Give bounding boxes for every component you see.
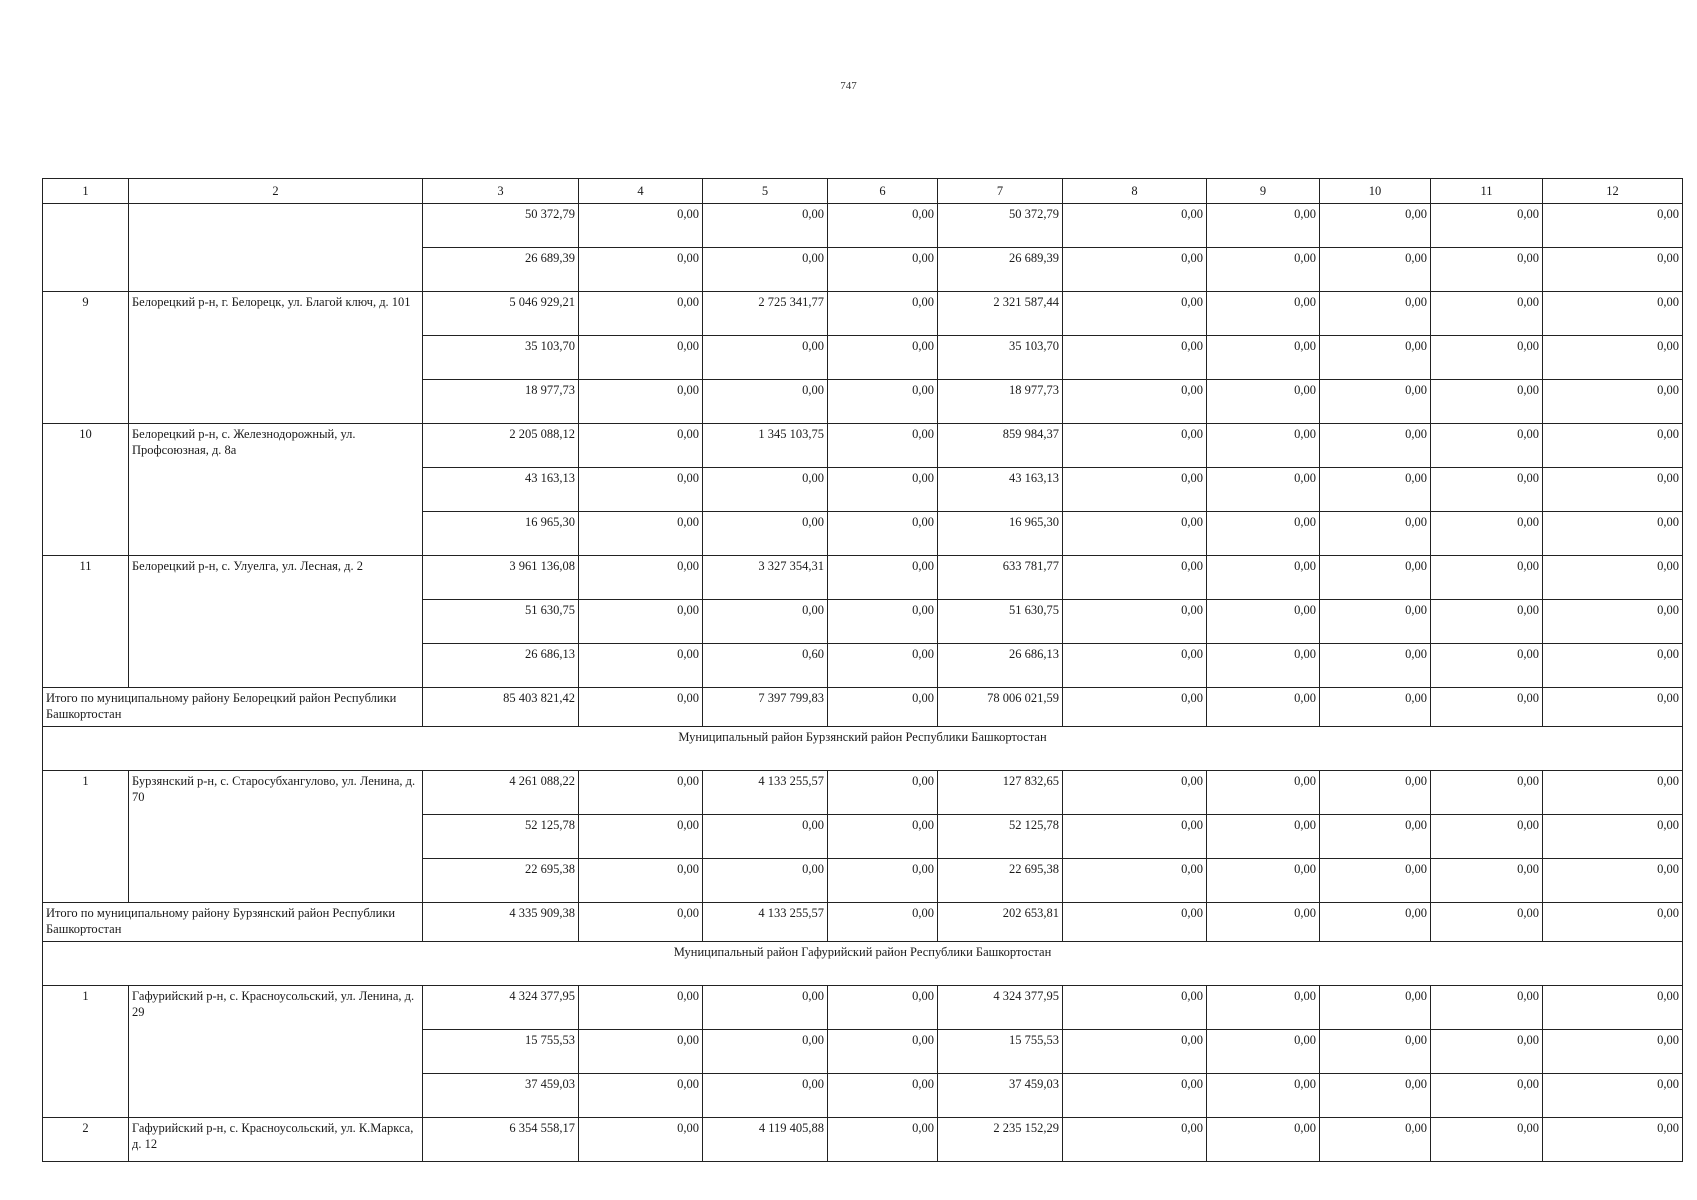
value-cell: 0,00	[1543, 903, 1683, 942]
value-cell: 0,00	[1207, 204, 1320, 248]
value-cell: 0,00	[1431, 380, 1543, 424]
value-cell: 0,00	[703, 1074, 828, 1118]
value-cell: 0,00	[1063, 859, 1207, 903]
value-cell: 0,00	[828, 336, 938, 380]
value-cell: 0,00	[1063, 771, 1207, 815]
value-cell: 0,00	[1320, 556, 1431, 600]
value-cell: 0,00	[828, 248, 938, 292]
value-cell: 0,00	[1320, 986, 1431, 1030]
header-cell: 12	[1543, 179, 1683, 204]
row-number: 10	[43, 424, 129, 556]
value-cell: 0,00	[1320, 248, 1431, 292]
value-cell: 0,00	[703, 468, 828, 512]
value-cell: 2 205 088,12	[423, 424, 579, 468]
value-cell: 4 261 088,22	[423, 771, 579, 815]
value-cell: 0,00	[1207, 859, 1320, 903]
value-cell: 0,00	[1431, 424, 1543, 468]
header-cell: 2	[129, 179, 423, 204]
address: Гафурийский р-н, с. Красноусольский, ул. Ленина, д. 29	[129, 986, 423, 1118]
value-cell: 0,00	[828, 512, 938, 556]
value-cell: 0,00	[1207, 292, 1320, 336]
value-cell: 16 965,30	[423, 512, 579, 556]
value-cell: 26 689,39	[423, 248, 579, 292]
address: Гафурийский р-н, с. Красноусольский, ул. К.Маркса, д. 12	[129, 1118, 423, 1162]
value-cell: 0,00	[1063, 204, 1207, 248]
value-cell: 2 725 341,77	[703, 292, 828, 336]
value-cell: 0,00	[1320, 380, 1431, 424]
value-cell: 4 335 909,38	[423, 903, 579, 942]
value-cell: 0,00	[579, 468, 703, 512]
value-cell: 1 345 103,75	[703, 424, 828, 468]
value-cell: 0,00	[579, 903, 703, 942]
row-number-cell	[43, 204, 129, 292]
value-cell: 0,00	[1320, 424, 1431, 468]
value-cell: 0,00	[1543, 1074, 1683, 1118]
value-cell: 0,00	[1431, 292, 1543, 336]
value-cell: 0,00	[1320, 859, 1431, 903]
value-cell: 0,00	[828, 986, 938, 1030]
value-cell: 0,00	[1320, 644, 1431, 688]
value-cell: 37 459,03	[423, 1074, 579, 1118]
value-cell: 0,00	[1320, 204, 1431, 248]
value-cell: 52 125,78	[938, 815, 1063, 859]
row-number: 9	[43, 292, 129, 424]
value-cell: 0,00	[1063, 903, 1207, 942]
value-cell: 0,00	[1320, 1118, 1431, 1162]
value-cell: 4 324 377,95	[938, 986, 1063, 1030]
total-row	[43, 903, 1683, 942]
total-row	[43, 688, 1683, 727]
value-cell: 15 755,53	[423, 1030, 579, 1074]
value-cell: 0,00	[1431, 512, 1543, 556]
value-cell: 0,00	[828, 903, 938, 942]
value-cell: 51 630,75	[423, 600, 579, 644]
value-cell: 0,00	[1320, 771, 1431, 815]
value-cell: 51 630,75	[938, 600, 1063, 644]
value-cell: 6 354 558,17	[423, 1118, 579, 1162]
value-cell: 18 977,73	[423, 380, 579, 424]
value-cell: 0,00	[1431, 903, 1543, 942]
value-cell: 4 133 255,57	[703, 771, 828, 815]
row-number: 11	[43, 556, 129, 688]
value-cell: 0,00	[1431, 204, 1543, 248]
value-cell: 0,00	[703, 248, 828, 292]
value-cell: 0,00	[1543, 1118, 1683, 1162]
value-cell: 0,00	[703, 600, 828, 644]
value-cell: 0,00	[1207, 336, 1320, 380]
value-cell: 0,00	[1431, 600, 1543, 644]
value-cell: 0,00	[1063, 380, 1207, 424]
value-cell: 0,00	[1320, 468, 1431, 512]
value-cell: 0,00	[1207, 688, 1320, 727]
value-cell: 0,00	[1431, 1074, 1543, 1118]
value-cell: 0,00	[1063, 512, 1207, 556]
value-cell: 0,00	[1063, 688, 1207, 727]
value-cell: 0,00	[1320, 688, 1431, 727]
value-cell: 0,00	[828, 424, 938, 468]
value-cell: 22 695,38	[423, 859, 579, 903]
value-cell: 0,00	[828, 688, 938, 727]
value-cell: 0,00	[1431, 815, 1543, 859]
value-cell: 0,00	[579, 644, 703, 688]
header-cell: 5	[703, 179, 828, 204]
value-cell: 0,00	[1063, 1030, 1207, 1074]
object-subrow	[43, 204, 1683, 248]
value-cell: 2 235 152,29	[938, 1118, 1063, 1162]
value-cell: 0,00	[1207, 380, 1320, 424]
row-number: 1	[43, 771, 129, 903]
value-cell: 0,00	[828, 815, 938, 859]
object-row	[43, 424, 1683, 468]
header-cell: 10	[1320, 179, 1431, 204]
value-cell: 0,00	[1543, 644, 1683, 688]
value-cell: 0,00	[1063, 815, 1207, 859]
address: Белорецкий р-н, с. Улуелга, ул. Лесная, д. 2	[129, 556, 423, 688]
object-row	[43, 556, 1683, 600]
section-row	[43, 942, 1683, 986]
value-cell: 0,00	[1207, 986, 1320, 1030]
value-cell: 0,00	[579, 556, 703, 600]
value-cell: 0,00	[1431, 1118, 1543, 1162]
value-cell: 0,00	[1543, 1030, 1683, 1074]
header-cell: 1	[43, 179, 129, 204]
value-cell: 0,00	[828, 292, 938, 336]
header-cell: 7	[938, 179, 1063, 204]
value-cell: 0,00	[579, 204, 703, 248]
value-cell: 78 006 021,59	[938, 688, 1063, 727]
value-cell: 0,00	[1320, 336, 1431, 380]
header-cell: 3	[423, 179, 579, 204]
value-cell: 0,00	[579, 248, 703, 292]
value-cell: 7 397 799,83	[703, 688, 828, 727]
value-cell: 127 832,65	[938, 771, 1063, 815]
header-cell: 9	[1207, 179, 1320, 204]
value-cell: 2 321 587,44	[938, 292, 1063, 336]
value-cell: 0,00	[1063, 248, 1207, 292]
value-cell: 0,00	[1543, 336, 1683, 380]
value-cell: 35 103,70	[938, 336, 1063, 380]
header-cell: 11	[1431, 179, 1543, 204]
value-cell: 859 984,37	[938, 424, 1063, 468]
value-cell: 0,00	[579, 292, 703, 336]
value-cell: 0,00	[579, 512, 703, 556]
value-cell: 0,00	[828, 859, 938, 903]
row-number: 1	[43, 986, 129, 1118]
value-cell: 15 755,53	[938, 1030, 1063, 1074]
value-cell: 18 977,73	[938, 380, 1063, 424]
value-cell: 43 163,13	[423, 468, 579, 512]
value-cell: 0,00	[1431, 771, 1543, 815]
value-cell: 0,00	[1063, 644, 1207, 688]
value-cell: 202 653,81	[938, 903, 1063, 942]
value-cell: 0,00	[579, 688, 703, 727]
value-cell: 0,00	[1207, 248, 1320, 292]
section-title: Муниципальный район Гафурийский район Республики Башкортостан	[43, 942, 1683, 986]
value-cell: 0,00	[828, 1030, 938, 1074]
value-cell: 0,00	[1543, 815, 1683, 859]
value-cell: 0,00	[703, 1030, 828, 1074]
value-cell: 0,00	[1063, 986, 1207, 1030]
value-cell: 0,00	[1063, 424, 1207, 468]
value-cell: 0,00	[1543, 986, 1683, 1030]
value-cell: 0,00	[579, 600, 703, 644]
value-cell: 0,00	[703, 380, 828, 424]
value-cell: 26 689,39	[938, 248, 1063, 292]
value-cell: 0,00	[1543, 468, 1683, 512]
value-cell: 37 459,03	[938, 1074, 1063, 1118]
section-title: Муниципальный район Бурзянский район Республики Башкортостан	[43, 727, 1683, 771]
value-cell: 26 686,13	[423, 644, 579, 688]
value-cell: 0,00	[1063, 556, 1207, 600]
value-cell: 0,00	[703, 204, 828, 248]
value-cell: 0,00	[1543, 248, 1683, 292]
value-cell: 0,00	[1207, 1118, 1320, 1162]
value-cell: 0,00	[579, 986, 703, 1030]
value-cell: 0,00	[703, 512, 828, 556]
value-cell: 0,00	[1207, 1030, 1320, 1074]
value-cell: 0,00	[1063, 1118, 1207, 1162]
value-cell: 0,00	[1543, 512, 1683, 556]
value-cell: 0,00	[1320, 292, 1431, 336]
value-cell: 0,00	[1543, 204, 1683, 248]
value-cell: 5 046 929,21	[423, 292, 579, 336]
value-cell: 0,00	[703, 815, 828, 859]
value-cell: 0,00	[1207, 556, 1320, 600]
value-cell: 0,00	[1431, 644, 1543, 688]
value-cell: 0,00	[1543, 688, 1683, 727]
object-row	[43, 1118, 1683, 1162]
value-cell: 0,00	[1543, 292, 1683, 336]
value-cell: 0,00	[1431, 688, 1543, 727]
value-cell: 0,00	[1063, 292, 1207, 336]
value-cell: 0,00	[1543, 380, 1683, 424]
object-row	[43, 986, 1683, 1030]
value-cell: 0,00	[1207, 600, 1320, 644]
value-cell: 0,00	[1543, 424, 1683, 468]
value-cell: 0,00	[1320, 903, 1431, 942]
header-cell: 8	[1063, 179, 1207, 204]
value-cell: 22 695,38	[938, 859, 1063, 903]
value-cell: 0,00	[1543, 600, 1683, 644]
total-label: Итого по муниципальному району Белорецкий район Республики Башкортостан	[43, 688, 423, 727]
object-row	[43, 292, 1683, 336]
value-cell: 0,00	[828, 380, 938, 424]
value-cell: 0,00	[1207, 771, 1320, 815]
value-cell: 50 372,79	[423, 204, 579, 248]
value-cell: 0,00	[579, 771, 703, 815]
value-cell: 0,00	[1207, 644, 1320, 688]
address: Белорецкий р-н, с. Железнодорожный, ул. Профсоюзная, д. 8а	[129, 424, 423, 556]
value-cell: 0,00	[579, 1118, 703, 1162]
value-cell: 0,00	[1207, 468, 1320, 512]
value-cell: 0,00	[1207, 1074, 1320, 1118]
data-table	[42, 178, 1683, 1162]
value-cell: 0,00	[828, 1074, 938, 1118]
row-number: 2	[43, 1118, 129, 1162]
value-cell: 0,00	[1431, 986, 1543, 1030]
value-cell: 0,00	[1543, 859, 1683, 903]
value-cell: 43 163,13	[938, 468, 1063, 512]
value-cell: 0,00	[1207, 512, 1320, 556]
value-cell: 0,00	[828, 1118, 938, 1162]
value-cell: 85 403 821,42	[423, 688, 579, 727]
value-cell: 0,00	[1431, 556, 1543, 600]
value-cell: 26 686,13	[938, 644, 1063, 688]
value-cell: 0,00	[828, 468, 938, 512]
page-number: 747	[840, 80, 857, 92]
value-cell: 0,00	[1320, 1030, 1431, 1074]
value-cell: 0,00	[1543, 771, 1683, 815]
value-cell: 52 125,78	[423, 815, 579, 859]
value-cell: 0,00	[579, 815, 703, 859]
value-cell: 0,00	[1431, 468, 1543, 512]
value-cell: 35 103,70	[423, 336, 579, 380]
value-cell: 0,00	[828, 771, 938, 815]
value-cell: 0,60	[703, 644, 828, 688]
value-cell: 0,00	[1320, 1074, 1431, 1118]
value-cell: 0,00	[703, 336, 828, 380]
value-cell: 0,00	[1431, 1030, 1543, 1074]
value-cell: 0,00	[1063, 1074, 1207, 1118]
header-cell: 4	[579, 179, 703, 204]
value-cell: 0,00	[1431, 248, 1543, 292]
value-cell: 0,00	[1320, 600, 1431, 644]
header-cell: 6	[828, 179, 938, 204]
value-cell: 0,00	[828, 204, 938, 248]
value-cell: 3 327 354,31	[703, 556, 828, 600]
value-cell: 0,00	[579, 1030, 703, 1074]
value-cell: 4 324 377,95	[423, 986, 579, 1030]
value-cell: 16 965,30	[938, 512, 1063, 556]
value-cell: 0,00	[703, 986, 828, 1030]
value-cell: 0,00	[1207, 424, 1320, 468]
value-cell: 0,00	[1431, 859, 1543, 903]
value-cell: 0,00	[703, 859, 828, 903]
value-cell: 0,00	[579, 859, 703, 903]
value-cell: 0,00	[1063, 336, 1207, 380]
value-cell: 0,00	[828, 644, 938, 688]
value-cell: 0,00	[1320, 512, 1431, 556]
address-cell	[129, 204, 423, 292]
value-cell: 0,00	[1063, 600, 1207, 644]
total-label: Итого по муниципальному району Бурзянский район Республики Башкортостан	[43, 903, 423, 942]
value-cell: 50 372,79	[938, 204, 1063, 248]
value-cell: 633 781,77	[938, 556, 1063, 600]
value-cell: 0,00	[1207, 903, 1320, 942]
value-cell: 0,00	[579, 336, 703, 380]
value-cell: 4 133 255,57	[703, 903, 828, 942]
header-row	[43, 179, 1683, 204]
value-cell: 0,00	[1543, 556, 1683, 600]
object-row	[43, 771, 1683, 815]
value-cell: 0,00	[579, 424, 703, 468]
address: Бурзянский р-н, с. Старосубхангулово, ул. Ленина, д. 70	[129, 771, 423, 903]
value-cell: 4 119 405,88	[703, 1118, 828, 1162]
value-cell: 0,00	[1207, 815, 1320, 859]
address: Белорецкий р-н, г. Белорецк, ул. Благой ключ, д. 101	[129, 292, 423, 424]
value-cell: 0,00	[828, 556, 938, 600]
value-cell: 0,00	[1320, 815, 1431, 859]
value-cell: 0,00	[1431, 336, 1543, 380]
value-cell: 0,00	[1063, 468, 1207, 512]
value-cell: 0,00	[828, 600, 938, 644]
section-row	[43, 727, 1683, 771]
value-cell: 0,00	[579, 380, 703, 424]
value-cell: 0,00	[579, 1074, 703, 1118]
value-cell: 3 961 136,08	[423, 556, 579, 600]
